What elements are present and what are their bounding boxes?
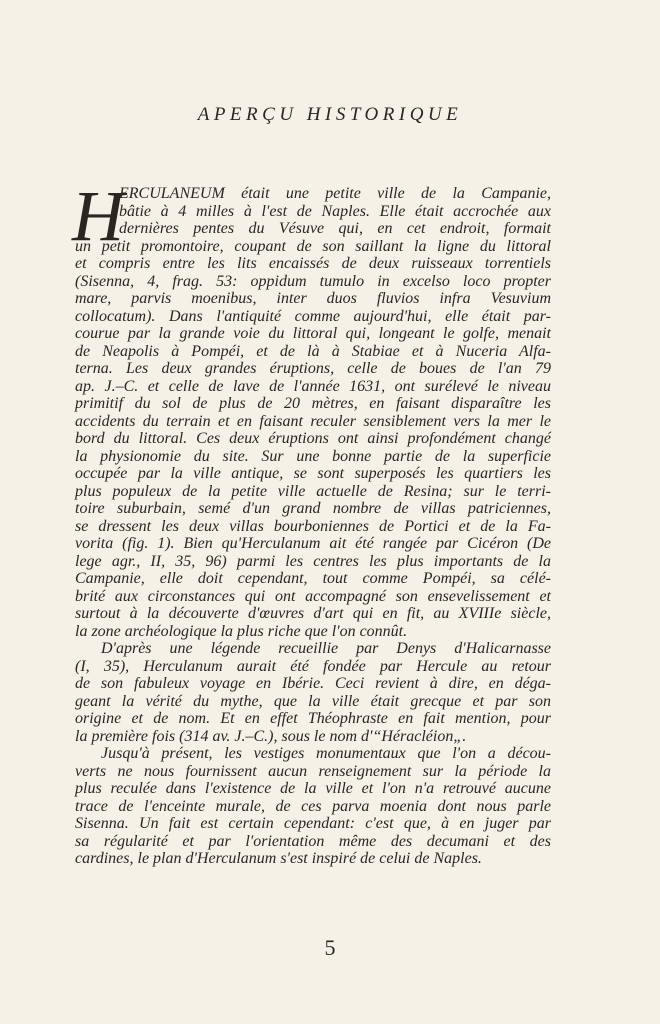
text-line: Campanie, elle doit cependant, tout comme Pompéi, sa célé-: [75, 570, 551, 587]
text-line: Jusqu'à présent, les vestiges monumentaux que l'on a décou-: [101, 745, 551, 762]
text-line: geant la vérité du mythe, que la ville était grecque et par son: [75, 692, 551, 710]
text-line: ERCULANEUM était une petite ville de la Campanie,: [119, 185, 551, 202]
text-line: origine et de nom. Et en effet Théophraste en fait mention, pour: [75, 710, 551, 727]
text-line: (Sisenna, 4, frag. 53: oppidum tumulo in excelso loco propter: [75, 272, 551, 290]
text-line: brité aux circonstances qui ont accompagné son ensevelissement et: [75, 587, 551, 605]
text-line: dernières pentes du Vésuve qui, en cet endroit, formait: [119, 220, 551, 237]
text-line: toire suburbain, semé d'un grand nombre de villas patriciennes,: [75, 500, 551, 517]
text-line: Sisenna. Un fait est certain cependant: c'est que, à en juger par: [75, 815, 551, 832]
text-line: sa régularité et par l'orientation même des decumani et des: [75, 832, 551, 850]
text-line: collocatum). Dans l'antiquité comme aujourd'hui, elle était par-: [75, 307, 551, 325]
text-line: (I, 35), Herculanum aurait été fondée par Hercule au retour: [75, 657, 551, 675]
text-line: D'après une légende recueillie par Denys d'Halicarnasse: [101, 640, 551, 657]
paragraphs: [75, 185, 551, 868]
text-line: terna. Les deux grandes éruptions, celle de boues de l'an 79: [75, 360, 551, 377]
text-line: vorita (fig. 1). Bien qu'Herculanum ait été rangée par Cicéron (De: [75, 535, 551, 552]
text-line: cardines, le plan d'Herculanum s'est inspiré de celui de Naples.: [75, 850, 482, 867]
text-line: la physionomie du site. Sur une bonne partie de la superficie: [75, 447, 551, 465]
text-line: surtout à la découverte d'œuvres d'art qui en fit, au XVIIIe siècle,: [75, 605, 551, 622]
text-line: courue par la grande voie du littoral qui, longeant le golfe, menait: [75, 325, 551, 342]
drop-cap: H: [72, 176, 124, 256]
page-title: APERÇU HISTORIQUE: [197, 104, 463, 125]
text-line: la première fois (314 av. J.–C.), sous le nom d'“Héracléion„.: [75, 727, 467, 745]
text-line: ap. J.–C. et celle de lave de l'année 1631, ont surélevé le niveau: [75, 377, 551, 395]
text-line: accidents du terrain et en faisant reculer sensiblement vers la mer le: [75, 412, 551, 430]
page-number: 5: [324, 935, 336, 960]
text-line: de Neapolis à Pompéi, et de là à Stabiae et à Nuceria Alfa-: [75, 342, 551, 360]
text-line: plus reculée dans l'existence de la ville et l'on n'a retrouvé aucune: [75, 780, 551, 797]
text-line: verts ne nous fournissent aucun renseignement sur la période la: [75, 762, 551, 780]
text-line: la zone archéologique la plus riche que l'on connût.: [75, 622, 408, 640]
text-line: et compris entre les lits encaissés de deux ruisseaux torrentiels: [75, 255, 551, 272]
text-line: se dressent les deux villas bourboniennes de Portici et de la Fa-: [75, 517, 551, 535]
text-line: trace de l'enceinte murale, de ces parva moenia dont nous parle: [75, 797, 551, 815]
text-line: mare, parvis moenibus, inter duos fluvios infra Vesuvium: [75, 290, 551, 307]
text-line: occupée par la ville antique, se sont superposés les quartiers les: [75, 465, 551, 482]
text-line: bâtie à 4 milles à l'est de Naples. Elle était accrochée aux: [119, 202, 551, 220]
text-line: plus populeux de la petite ville actuelle de Resina; sur le terri-: [75, 482, 551, 500]
text-line: un petit promontoire, coupant de son saillant la ligne du littoral: [75, 237, 551, 255]
text-line: lege agr., II, 35, 96) parmi les centres les plus importants de la: [75, 552, 551, 570]
body-text: [72, 176, 551, 868]
text-line: de son fabuleux voyage en Ibérie. Ceci revient à dire, en déga-: [75, 675, 551, 692]
text-line: bord du littoral. Ces deux éruptions ont ainsi profondément changé: [75, 430, 551, 447]
text-line: primitif du sol de plus de 20 mètres, en faisant disparaître les: [75, 395, 551, 412]
